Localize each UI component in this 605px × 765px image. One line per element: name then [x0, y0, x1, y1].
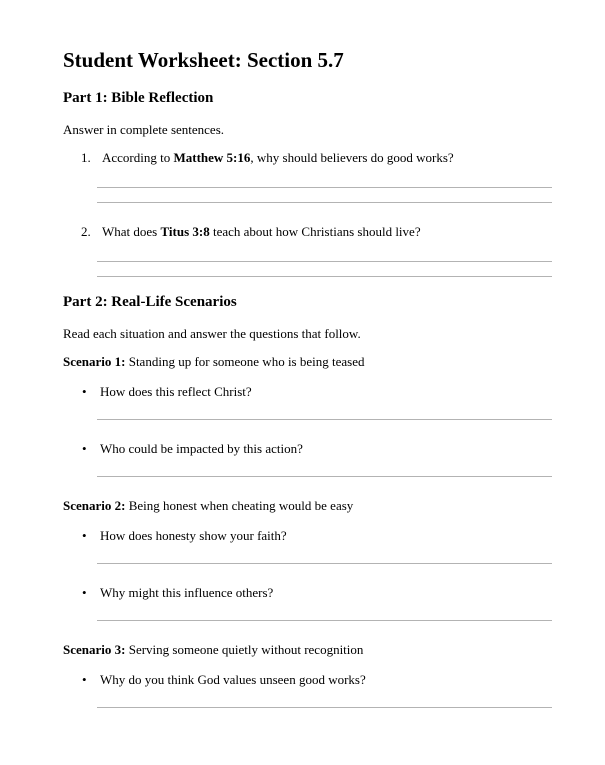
bullet-item	[63, 442, 552, 477]
scenario-text: Serving someone quietly without recognition	[125, 642, 364, 657]
question-text-pre: What does	[102, 224, 161, 239]
scenario-label: Scenario 3:	[63, 642, 126, 657]
question-number: 2.	[81, 224, 91, 239]
question-text	[102, 151, 552, 165]
bullet-marker-icon: •	[82, 441, 87, 456]
bullet-body	[100, 586, 552, 621]
answer-line[interactable]	[97, 173, 552, 188]
bullet-question: Why do you think God values unseen good works?	[100, 672, 366, 687]
part1-section	[63, 91, 552, 277]
bullet-body	[100, 529, 552, 564]
answer-lines	[97, 173, 552, 203]
part1-instructions: Answer in complete sentences.	[63, 122, 225, 137]
part2-heading: Part 2: Real-Life Scenarios	[63, 294, 237, 310]
answer-lines	[97, 693, 552, 708]
question-body	[102, 225, 552, 277]
answer-line[interactable]	[97, 188, 552, 203]
bullet-item	[63, 529, 552, 564]
part2-scenarios	[63, 355, 552, 708]
bullet-marker-icon: •	[82, 585, 87, 600]
question-item	[63, 225, 552, 277]
scenario-heading	[63, 355, 552, 369]
bullet-item	[63, 673, 552, 708]
part2-instructions: Read each situation and answer the questions that follow.	[63, 326, 361, 341]
question-text-post: , why should believers do good works?	[250, 150, 454, 165]
bullet-body	[100, 673, 552, 708]
scenario-heading	[63, 643, 552, 657]
answer-line[interactable]	[97, 693, 552, 708]
answer-line[interactable]	[97, 262, 552, 277]
answer-line[interactable]	[97, 606, 552, 621]
scenario-text: Standing up for someone who is being teased	[125, 354, 365, 369]
question-text-post: teach about how Christians should live?	[209, 224, 421, 239]
question-item	[63, 151, 552, 203]
bullet-marker-icon: •	[82, 528, 87, 543]
question-text-pre: According to	[102, 150, 174, 165]
part1-heading: Part 1: Bible Reflection	[63, 90, 214, 106]
bullet-body	[100, 385, 552, 420]
question-body	[102, 151, 552, 203]
bullet-item	[63, 586, 552, 621]
answer-lines	[97, 606, 552, 621]
scenario-label: Scenario 1:	[63, 354, 126, 369]
bullet-question: How does this reflect Christ?	[100, 384, 252, 399]
scenario-text: Being honest when cheating would be easy	[125, 498, 354, 513]
part1-questions	[63, 151, 552, 277]
bullet-question: How does honesty show your faith?	[100, 528, 287, 543]
bullet-marker-icon: •	[82, 672, 87, 687]
bullet-question: Why might this influence others?	[100, 585, 274, 600]
question-text	[102, 225, 552, 239]
bullet-question: Who could be impacted by this action?	[100, 441, 303, 456]
scripture-ref: Matthew 5:16	[173, 150, 251, 165]
part2-section	[63, 295, 552, 708]
scripture-ref: Titus 3:8	[160, 224, 210, 239]
page-title: Student Worksheet: Section 5.7	[63, 48, 344, 72]
answer-line[interactable]	[97, 405, 552, 420]
answer-line[interactable]	[97, 247, 552, 262]
answer-lines	[97, 405, 552, 420]
bullet-marker-icon: •	[82, 384, 87, 399]
bullet-item	[63, 385, 552, 420]
scenario-heading	[63, 499, 552, 513]
bullet-body	[100, 442, 552, 477]
answer-lines	[97, 247, 552, 277]
scenario-label: Scenario 2:	[63, 498, 126, 513]
question-number: 1.	[81, 150, 91, 165]
answer-lines	[97, 549, 552, 564]
answer-line[interactable]	[97, 549, 552, 564]
answer-lines	[97, 462, 552, 477]
answer-line[interactable]	[97, 462, 552, 477]
